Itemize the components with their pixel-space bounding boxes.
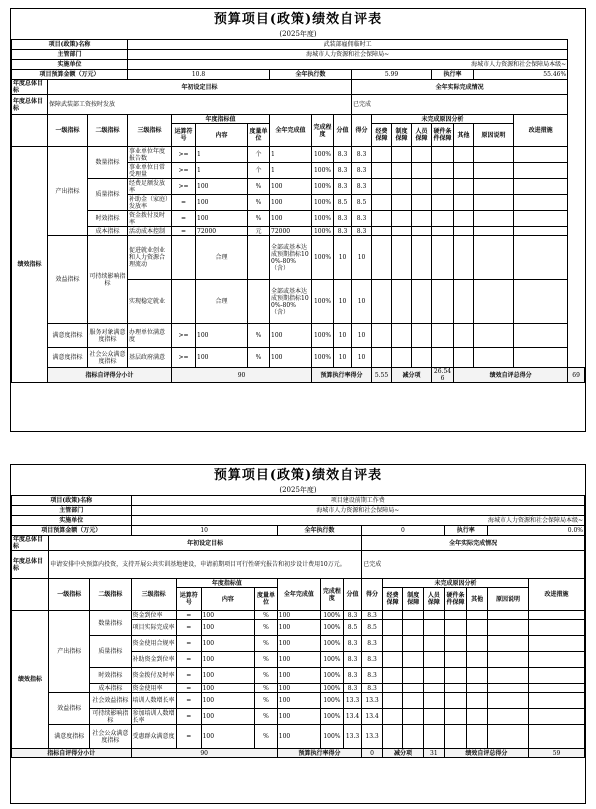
row-l3: 基层政府满意 [128, 348, 172, 368]
self-total-label: 指标自评得分小计 [12, 749, 132, 758]
level1-header: 一级指标 [49, 579, 90, 611]
row-op [172, 280, 196, 324]
row-done: 全部或基本达成预期指标100%-80%（含） [270, 280, 312, 324]
level1-header: 一级指标 [48, 115, 88, 147]
group-satisfaction: 满意度指标 [49, 725, 90, 749]
row-deg: 100% [321, 684, 344, 693]
exec-rate-label: 执行率 [432, 70, 474, 80]
row-done: 100 [277, 725, 320, 749]
indicator-value-header: 年度指标值 [172, 115, 270, 124]
row-done: 全部或基本达成预期指标100%-80%（含） [270, 236, 312, 280]
row-sv: 8.3 [334, 179, 352, 195]
evaluation-table [11, 495, 585, 758]
row-sv: 13.4 [343, 709, 362, 725]
row-unit: % [248, 348, 270, 368]
row-val: 合理 [196, 280, 248, 324]
row-sv: 8.3 [343, 636, 362, 652]
row-deg: 100% [321, 693, 344, 709]
row-done: 100 [270, 348, 312, 368]
row-unit: % [248, 195, 270, 211]
reason-system-header: 制度保障 [403, 588, 424, 611]
row-deg: 100% [321, 652, 344, 668]
annual-goal-label: 年度总体目标 [12, 95, 48, 115]
row-deg: 100% [312, 227, 334, 236]
row-sc: 8.5 [352, 195, 372, 211]
budget-amount-label: 项目预算金额（万元） [12, 70, 128, 80]
improve-header: 改进措施 [514, 115, 568, 147]
row-sv: 10 [334, 324, 352, 348]
row-unit: % [248, 179, 270, 195]
deduction-label: 减分项 [382, 749, 423, 758]
budget-exec-score-label: 预算执行率得分 [277, 749, 361, 758]
score-header: 得分 [362, 579, 383, 611]
row-l3: 实现稳定就业 [128, 280, 172, 324]
row-op: = [176, 725, 201, 749]
perf-total-label: 绩效自评总得分 [454, 368, 568, 383]
row-l3: 促进就业创业和人力资源合理流动 [128, 236, 172, 280]
group-benefit: 效益指标 [48, 236, 88, 324]
row-val: 72000 [196, 227, 248, 236]
row-done: 100 [277, 611, 320, 620]
annual-goal-label: 年度总体目标 [12, 551, 49, 579]
row-sc: 13.4 [362, 709, 383, 725]
budget-amount-value: 10.8 [128, 70, 270, 80]
perf-indicator-label: 绩效指标 [12, 147, 48, 383]
row-unit: % [255, 620, 278, 636]
row-op [172, 236, 196, 280]
group-public-sat: 社会公众满意度指标 [90, 725, 131, 749]
budget-exec-score-value: 0 [362, 749, 383, 758]
group-quantity: 数量指标 [88, 147, 128, 179]
competent-dept-label: 主管部门 [12, 50, 128, 60]
row-sv: 8.3 [334, 147, 352, 163]
annual-exec-value: 5.99 [352, 70, 432, 80]
project-name-label: 项目(政策)名称 [12, 40, 128, 50]
row-deg: 100% [321, 611, 344, 620]
row-unit: % [248, 211, 270, 227]
annual-goal-label: 年度总体目标 [12, 80, 48, 95]
level3-header: 三级指标 [128, 115, 172, 147]
score-value-header: 分值 [343, 579, 362, 611]
reason-hardware-header: 硬件条件保障 [432, 124, 454, 147]
group-sustain: 可持续影响指标 [88, 236, 128, 324]
row-sc: 8.3 [352, 211, 372, 227]
row-l3: 活动成本控制 [128, 227, 172, 236]
row-unit: % [255, 725, 278, 749]
goal-text: 保障武装部工资按时发放 [48, 95, 352, 115]
reason-desc-header: 原因说明 [474, 124, 514, 147]
row-val: 100 [196, 324, 248, 348]
row-val: 100 [201, 668, 255, 684]
row-l3: 经费足额发放率 [128, 179, 172, 195]
row-val: 100 [201, 620, 255, 636]
row-l3: 资金到位率 [131, 611, 176, 620]
group-satisfaction: 满意度指标 [48, 324, 88, 348]
competent-dept-value: 海城市人力资源和社会保障局~ [131, 506, 584, 516]
goal-done: 已完成 [362, 551, 585, 579]
unit-header: 度量单位 [255, 588, 278, 611]
completion-header: 完成程度 [312, 115, 334, 147]
project-name-label: 项目(政策)名称 [12, 496, 132, 506]
year-actual-header: 全年实际完成情况 [362, 536, 585, 551]
row-deg: 100% [312, 236, 334, 280]
row-sv: 8.3 [343, 611, 362, 620]
row-done: 100 [270, 324, 312, 348]
row-sc: 10 [352, 236, 372, 280]
reasons-header: 未完成原因分析 [382, 579, 528, 588]
row-deg: 100% [312, 163, 334, 179]
row-val: 100 [196, 348, 248, 368]
full-year-value-header: 全年完成值 [270, 115, 312, 147]
row-done: 100 [270, 195, 312, 211]
row-val: 100 [201, 684, 255, 693]
reason-fund-header: 经费保障 [372, 124, 392, 147]
row-sc: 10 [352, 280, 372, 324]
impl-unit-label: 实施单位 [12, 60, 128, 70]
row-unit: % [255, 611, 278, 620]
group-sustain: 可持续影响指标 [90, 709, 131, 725]
impl-unit-label: 实施单位 [12, 516, 132, 526]
group-benefit: 效益指标 [49, 693, 90, 725]
project-name-value: 项目建设前期工作费 [131, 496, 584, 506]
row-val: 1 [196, 147, 248, 163]
perf-total-value: 69 [568, 368, 585, 383]
row-sv: 10 [334, 280, 352, 324]
row-sv: 8.3 [334, 211, 352, 227]
annual-exec-label: 全年执行数 [277, 526, 361, 536]
row-sv: 8.5 [343, 620, 362, 636]
row-sc: 13.3 [362, 693, 383, 709]
row-deg: 100% [321, 725, 344, 749]
row-op: = [176, 668, 201, 684]
row-done: 1 [270, 147, 312, 163]
group-output: 产出指标 [48, 147, 88, 236]
row-l3: 资金拨付及时率 [128, 211, 172, 227]
row-unit: 个 [248, 163, 270, 179]
row-op: >= [172, 348, 196, 368]
completion-header: 完成程度 [321, 579, 344, 611]
row-l3: 办理单位满意度 [128, 324, 172, 348]
budget-exec-score-label: 预算执行率得分 [312, 368, 372, 383]
row-sc: 8.3 [352, 179, 372, 195]
row-l3: 资金拨付及时率 [131, 668, 176, 684]
row-l3: 资金使用合规率 [131, 636, 176, 652]
row-l3: 受惠群众满意度 [131, 725, 176, 749]
row-op: >= [172, 179, 196, 195]
perf-total-value: 59 [529, 749, 585, 758]
row-unit: % [255, 709, 278, 725]
year-start-goal-header: 年初设定目标 [49, 536, 362, 551]
row-deg: 100% [312, 280, 334, 324]
group-timeliness: 时效指标 [90, 668, 131, 684]
row-deg: 100% [321, 620, 344, 636]
group-cost: 成本指标 [90, 684, 131, 693]
row-l3: 补助金（家庭）发放率 [128, 195, 172, 211]
group-timeliness: 时效指标 [88, 211, 128, 227]
row-op: >= [172, 147, 196, 163]
content-header: 内容 [201, 588, 255, 611]
row-op: = [176, 693, 201, 709]
row-sv: 13.3 [343, 725, 362, 749]
row-sc: 8.3 [362, 652, 383, 668]
row-l3: 资金使用率 [131, 684, 176, 693]
row-op: = [176, 709, 201, 725]
row-sv: 8.5 [334, 195, 352, 211]
sheet-year: (2025年度) [279, 486, 317, 494]
row-l3: 培训人数增长率 [131, 693, 176, 709]
exec-rate-label: 执行率 [444, 526, 487, 536]
row-deg: 100% [321, 636, 344, 652]
row-op: = [176, 611, 201, 620]
row-sc: 8.3 [362, 636, 383, 652]
content-header: 内容 [196, 124, 248, 147]
reason-desc-header: 原因说明 [487, 588, 528, 611]
row-done: 1 [270, 163, 312, 179]
row-sv: 13.3 [343, 693, 362, 709]
row-val: 100 [201, 693, 255, 709]
row-val: 100 [201, 709, 255, 725]
budget-exec-score-value: 5.55 [372, 368, 392, 383]
row-op: >= [172, 324, 196, 348]
row-sv: 8.3 [334, 227, 352, 236]
impl-unit-value: 海城市人力资源和社会保障局本级~ [128, 60, 568, 70]
exec-rate-value: 55.46% [474, 70, 568, 80]
group-quantity: 数量指标 [90, 611, 131, 636]
group-satisfaction: 满意度指标 [48, 348, 88, 368]
row-done: 100 [277, 620, 320, 636]
year-actual-header: 全年实际完成情况 [352, 80, 568, 95]
deduction-value: 26.546 [432, 368, 454, 383]
annual-exec-label: 全年执行数 [270, 70, 352, 80]
row-val: 1 [196, 163, 248, 179]
row-op: = [176, 636, 201, 652]
group-output: 产出指标 [49, 611, 90, 693]
reason-other-header: 其他 [467, 588, 488, 611]
row-done: 100 [277, 684, 320, 693]
impl-unit-value: 海城市人力资源和社会保障局本级~ [131, 516, 584, 526]
self-total-label: 指标自评得分小计 [48, 368, 172, 383]
goal-done: 已完成 [352, 95, 568, 115]
evaluation-sheet-2 [10, 464, 586, 804]
row-op: = [172, 211, 196, 227]
row-unit [248, 236, 270, 280]
row-sc: 8.3 [352, 227, 372, 236]
row-done: 100 [277, 636, 320, 652]
deduction-label: 减分项 [392, 368, 432, 383]
row-deg: 100% [312, 179, 334, 195]
group-social: 社会效益指标 [90, 693, 131, 709]
row-op: = [176, 684, 201, 693]
goal-text: 申请安排中央预算内投资，支持开展公共实训基地建设，申请前期项目可行性研究报告和初步设计费用10万元。 [49, 551, 362, 579]
annual-goal-label: 年度总体目标 [12, 536, 49, 551]
operator-header: 运算符号 [176, 588, 201, 611]
level3-header: 三级指标 [131, 579, 176, 611]
row-l3: 项目实际完成率 [131, 620, 176, 636]
group-service-sat: 服务对象满意度指标 [88, 324, 128, 348]
reasons-header: 未完成原因分析 [372, 115, 514, 124]
full-year-value-header: 全年完成值 [277, 579, 320, 611]
level2-header: 二级指标 [88, 115, 128, 147]
row-sv: 10 [334, 348, 352, 368]
row-op: = [176, 652, 201, 668]
unit-header: 度量单位 [248, 124, 270, 147]
row-op: = [172, 195, 196, 211]
row-unit: 个 [248, 147, 270, 163]
row-deg: 100% [312, 195, 334, 211]
row-sc: 8.3 [362, 611, 383, 620]
group-public-sat: 社会公众满意度指标 [88, 348, 128, 368]
competent-dept-value: 海城市人力资源和社会保障局~ [128, 50, 568, 60]
reason-hardware-header: 硬件条件保障 [444, 588, 467, 611]
row-sc: 13.3 [362, 725, 383, 749]
row-done: 100 [277, 709, 320, 725]
perf-indicator-label: 绩效指标 [12, 611, 49, 749]
row-op: >= [172, 163, 196, 179]
row-val: 100 [201, 652, 255, 668]
score-header: 得分 [352, 115, 372, 147]
perf-total-label: 绩效自评总得分 [444, 749, 528, 758]
reason-staff-header: 人员保障 [424, 588, 445, 611]
reason-staff-header: 人员保障 [412, 124, 432, 147]
row-val: 100 [196, 211, 248, 227]
sheet-title: 预算项目(政策)绩效自评表 [213, 12, 383, 27]
sheet-year: (2025年度) [279, 30, 317, 38]
row-deg: 100% [312, 348, 334, 368]
row-val: 100 [196, 195, 248, 211]
row-l3: 补助资金到位率 [131, 652, 176, 668]
row-val: 合理 [196, 236, 248, 280]
row-sc: 8.3 [362, 684, 383, 693]
row-unit: % [255, 693, 278, 709]
row-done: 100 [277, 668, 320, 684]
row-op: = [172, 227, 196, 236]
row-deg: 100% [321, 709, 344, 725]
operator-header: 运算符号 [172, 124, 196, 147]
row-unit: % [248, 324, 270, 348]
row-val: 100 [201, 636, 255, 652]
row-l3: 事业单位年度报告数 [128, 147, 172, 163]
annual-exec-value: 0 [362, 526, 444, 536]
reason-system-header: 制度保障 [392, 124, 412, 147]
evaluation-table [11, 39, 585, 383]
improve-header: 改进措施 [529, 579, 585, 611]
row-done: 100 [277, 693, 320, 709]
budget-amount-value: 10 [131, 526, 277, 536]
row-sc: 8.3 [352, 163, 372, 179]
score-value-header: 分值 [334, 115, 352, 147]
row-sc: 8.5 [362, 620, 383, 636]
row-sv: 8.3 [343, 668, 362, 684]
row-sc: 10 [352, 324, 372, 348]
deduction-value: 31 [424, 749, 445, 758]
row-val: 100 [201, 611, 255, 620]
row-deg: 100% [312, 324, 334, 348]
year-start-goal-header: 年初设定目标 [48, 80, 352, 95]
row-l3: 参加培训人数增长率 [132, 709, 175, 724]
row-unit: % [255, 684, 278, 693]
row-sc: 8.3 [352, 147, 372, 163]
row-sv: 8.3 [334, 163, 352, 179]
exec-rate-value: 0.0% [487, 526, 584, 536]
row-deg: 100% [321, 668, 344, 684]
row-deg: 100% [312, 211, 334, 227]
row-unit: 元 [248, 227, 270, 236]
group-cost: 成本指标 [88, 227, 128, 236]
reason-fund-header: 经费保障 [382, 588, 403, 611]
row-done: 100 [270, 179, 312, 195]
self-total-value: 90 [172, 368, 312, 383]
indicator-value-header: 年度指标值 [176, 579, 277, 588]
row-done: 100 [277, 652, 320, 668]
row-sc: 10 [352, 348, 372, 368]
row-unit [248, 280, 270, 324]
row-done: 100 [270, 211, 312, 227]
budget-amount-label: 项目预算金额（万元） [12, 526, 132, 536]
row-unit: % [255, 636, 278, 652]
competent-dept-label: 主管部门 [12, 506, 132, 516]
level2-header: 二级指标 [90, 579, 131, 611]
row-l3: 事业单位日常受理量 [128, 163, 172, 179]
row-sv: 10 [334, 236, 352, 280]
self-total-value: 90 [131, 749, 277, 758]
sheet-title: 预算项目(政策)绩效自评表 [213, 468, 383, 483]
row-deg: 100% [312, 147, 334, 163]
group-quality: 质量指标 [90, 636, 131, 668]
row-sc: 8.3 [362, 668, 383, 684]
row-unit: % [255, 668, 278, 684]
evaluation-sheet-1 [10, 8, 586, 432]
row-sv: 8.3 [343, 652, 362, 668]
row-unit: % [255, 652, 278, 668]
row-val: 100 [196, 179, 248, 195]
row-sv: 8.3 [343, 684, 362, 693]
project-name-value: 武装部雇佣临时工 [128, 40, 568, 50]
row-done: 72000 [270, 227, 312, 236]
row-val: 100 [201, 725, 255, 749]
reason-other-header: 其他 [454, 124, 474, 147]
group-quality: 质量指标 [88, 179, 128, 211]
row-op: = [176, 620, 201, 636]
